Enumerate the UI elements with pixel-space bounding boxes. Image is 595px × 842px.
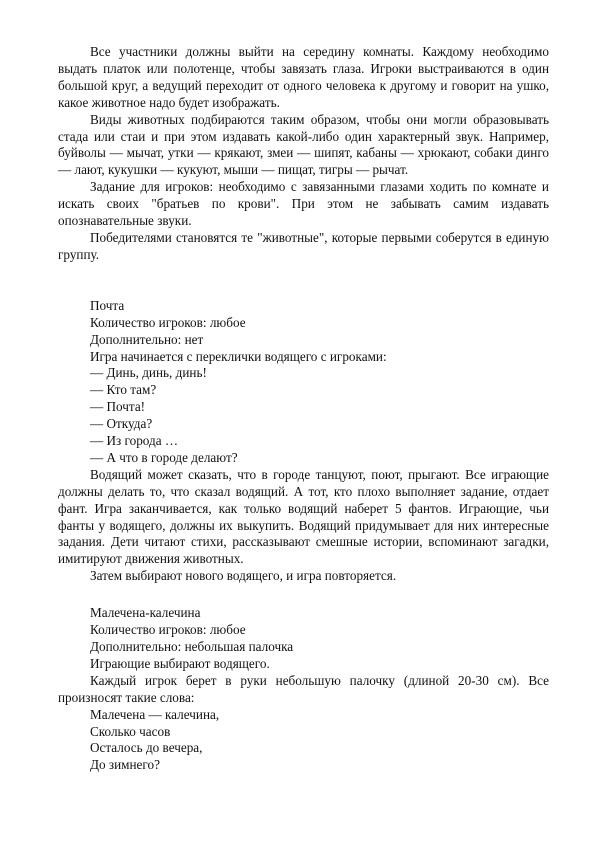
intro-paragraph-2: Виды животных подбираются таким образом, чтобы они могли образовывать стада или стаи и при этом издавать какой-либо один характерный звук. Например, буйволы — мычат, утки — крякают, змеи — шипят, кабаны — хрюкают, собаки динго — лают, кукушки — кукуют, мыши — пищат, тигры — рычат. <box>58 111 549 178</box>
dialogue-line: — Почта! <box>90 399 146 415</box>
rules-paragraph-malechena: Каждый игрок берет в руки небольшую палочку (длиной 20-30 см). Все произносят такие слова: <box>58 672 549 705</box>
intro-paragraph-3: Задание для игроков: необходимо с завязанными глазами ходить по комнате и искать своих "братьев по крови". При этом не забывать самим издавать опознавательные звуки. <box>58 179 549 229</box>
game-title-pochta: Почта <box>90 297 125 313</box>
dialogue-line: — А что в городе делают? <box>90 449 238 465</box>
game-title-malechena: Малечена-калечина <box>90 605 201 621</box>
extra-equipment-pochta: Дополнительно: нет <box>90 331 204 347</box>
intro-paragraph-4: Победителями становятся те "животные", которые первыми соберутся в единую группу. <box>58 229 549 262</box>
game-start-pochta: Игра начинается с переклички водящего с игроками: <box>90 348 387 364</box>
repeat-paragraph-pochta: Затем выбирают нового водящего, и игра повторяется. <box>90 568 397 584</box>
dialogue-line: — Кто там? <box>90 382 157 398</box>
extra-equipment-malechena: Дополнительно: небольшая палочка <box>90 639 294 654</box>
players-count-pochta: Количество игроков: любое <box>90 314 246 330</box>
section-gap <box>58 264 549 298</box>
intro-paragraph-1: Все участники должны выйти на середину комнаты. Каждому необходимо выдать платок или полотенце, чтобы завязать глаза. Игроки выстраиваются в один большой круг, а ведущий переходит от одного человека к другому и говорит на ушко, какое животное надо будет изображать. <box>58 44 549 110</box>
verse-line: Малечена — калечина, <box>90 706 220 722</box>
players-count-malechena: Количество игроков: любое <box>90 622 246 638</box>
rules-paragraph-pochta: Водящий может сказать, что в городе танцуют, поют, прыгают. Все играющие должны делать то, что сказал водящий. А тот, кто плохо выполняет задание, отдает фант. Игра заканчивается, как только водящий наберет 5 фантов. Играющие, чьи фанты у водящего, должны их выкупить. Водящий придумывает для них интересные задания. Дети читают стихи, рассказывают смешные истории, вспоминают загадки, имитируют движения животных. <box>58 466 549 567</box>
verse-line: Сколько часов <box>90 723 171 739</box>
dialogue-line: — Откуда? <box>90 416 153 432</box>
verse-line: До зимнего? <box>90 757 160 773</box>
verse-line: Осталось до вечера, <box>90 740 203 756</box>
dialogue-line: — Динь, динь, динь! <box>90 365 207 381</box>
leader-choice-malechena: Играющие выбирают водящего. <box>90 655 270 671</box>
dialogue-line: — Из города … <box>90 433 179 449</box>
section-gap <box>58 585 549 605</box>
